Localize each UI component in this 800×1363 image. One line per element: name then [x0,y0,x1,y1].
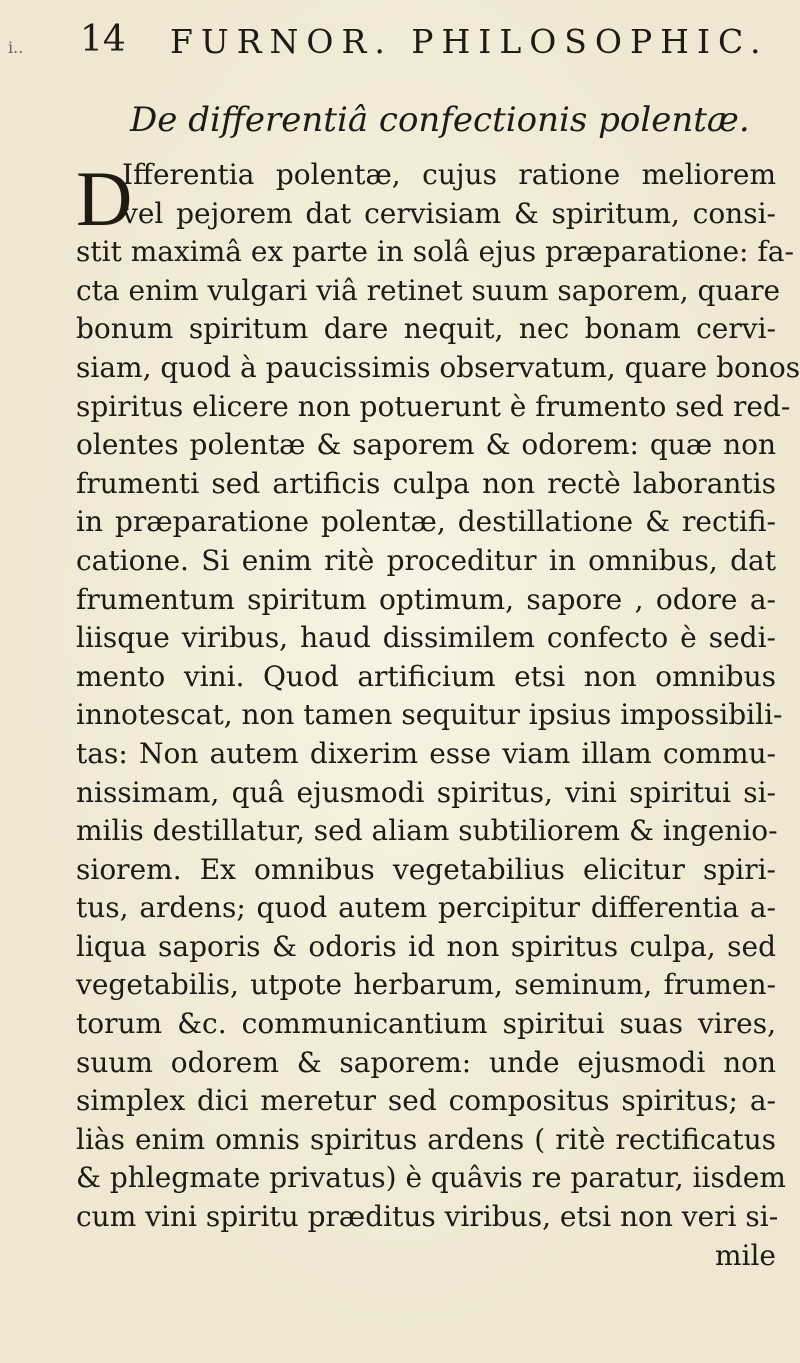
text-line: mento vini. Quod artificium etsi non omnibus [76,659,776,693]
text-line: & phlegmate privatus) è quâvis re paratur, iisdem [76,1161,786,1195]
running-title: FURNOR. PHILOSOPHIC. [170,22,769,61]
text-line: olentes polentæ & saporem & odorem: quæ non [76,428,776,462]
text-line: nissimam, quâ ejusmodi spiritus, vini spiritui si- [76,775,776,809]
text-line: suum odorem & saporem: unde ejusmodi non [76,1045,776,1079]
text-line: in præparatione polentæ, destillatione & rectifi- [76,505,776,539]
text-line: frumentum spiritum optimum, sapore , odore a- [76,582,776,616]
text-line: tus, ardens; quod autem percipitur differentia a- [76,891,776,925]
page-number: 14 [80,19,126,60]
running-head [0,16,800,66]
text-line: Ifferentia polentæ, cujus ratione meliorem [122,158,776,191]
section-title: De differentiâ confectionis polentæ. [130,100,750,140]
text-line: bonum spiritum dare nequit, nec bonam cervi- [76,312,776,346]
text-line: frumenti sed artificis culpa non rectè laborantis [76,466,776,500]
text-line: liqua saporis & odoris id non spiritus culpa, sed [76,929,776,963]
text-line: cum vini spiritu præditus viribus, etsi non veri si- [76,1200,779,1234]
margin-mark: i.. [8,38,24,57]
catchword: mile [714,1238,776,1272]
text-line: stit maximâ ex parte in solâ ejus præparatione: fa- [76,235,794,269]
text-line: milis destillatur, sed aliam subtiliorem & ingenio- [76,814,778,848]
text-line: simplex dici meretur sed compositus spiritus; a- [76,1084,776,1118]
text-line: spiritus elicere non potuerunt è frumento sed red- [76,389,791,423]
text-line: tas: Non autem dixerim esse viam illam commu- [76,736,776,770]
text-line: siam, quod à paucissimis observatum, quare bonos [76,350,800,384]
text-line: innotescat, non tamen sequitur ipsius impossibili- [76,698,783,732]
body-text [76,156,800,1275]
text-line: torum &c. communicantium spiritui suas vires, [76,1007,776,1041]
text-line: cta enim vulgari viâ retinet suum saporem, quare [76,273,781,307]
text-line: liisque viribus, haud dissimilem confecto è sedi- [76,621,776,655]
text-line: liàs enim omnis spiritus ardens ( ritè rectificatus [76,1122,776,1156]
text-line: vegetabilis, utpote herbarum, seminum, frumen- [76,968,776,1002]
text-line: catione. Si enim ritè proceditur in omnibus, dat [76,543,776,577]
text-line: siorem. Ex omnibus vegetabilius elicitur spiri- [76,852,776,886]
text-line: vel pejorem dat cervisiam & spiritum, consi- [122,196,776,230]
drop-cap: D [76,155,133,242]
